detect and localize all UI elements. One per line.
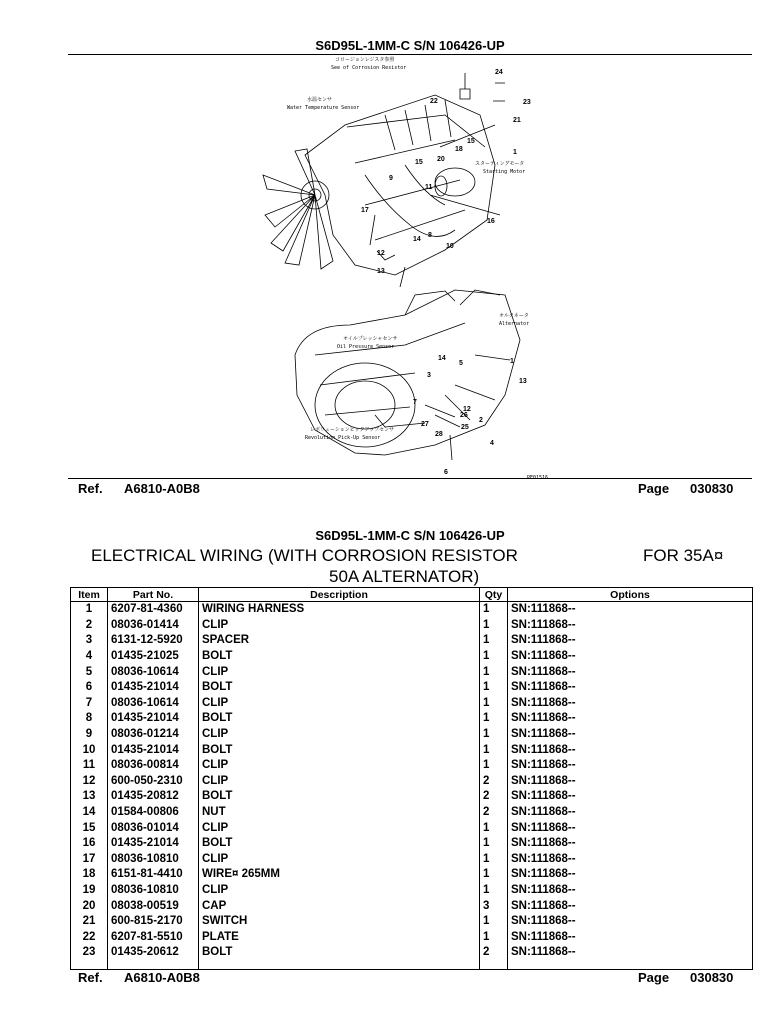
label-oil-en: Oil Pressure Sensor [337, 344, 395, 350]
page-label-top: Page [638, 481, 670, 496]
cell-part-no: 01435-21014 [108, 680, 199, 696]
cell-description: NUT [199, 805, 480, 821]
callout-number: 1 [513, 149, 517, 156]
ref-label-top: Ref. [78, 481, 103, 496]
cell-description: CLIP [199, 618, 480, 634]
cell-part-no: 08036-00814 [108, 758, 199, 774]
cell-qty: 1 [480, 727, 508, 743]
cell-options: SN:111868-- [508, 696, 753, 712]
cell-part-no: 08036-10614 [108, 696, 199, 712]
cell-description: CLIP [199, 774, 480, 790]
cell-qty: 1 [480, 664, 508, 680]
cell-qty: 1 [480, 633, 508, 649]
label-alternator-jp: オルタネータ [499, 313, 529, 319]
cell-part-no: 6207-81-4360 [108, 602, 199, 618]
cell-qty: 1 [480, 852, 508, 868]
section-title-right: FOR 35A¤ [643, 546, 724, 565]
col-header-qty: Qty [480, 588, 508, 602]
callout-number: 17 [361, 207, 369, 214]
cell-part-no: 08036-01214 [108, 727, 199, 743]
label-resolution-jp: レボリューションピックアップセンサ [310, 427, 395, 433]
cell-description: BOLT [199, 680, 480, 696]
table-row [71, 696, 753, 712]
cell-item: 13 [71, 789, 108, 805]
table-row [71, 649, 753, 665]
cell-description: BOLT [199, 742, 480, 758]
cell-options: SN:111868-- [508, 774, 753, 790]
callout-number: 10 [446, 243, 454, 250]
cell-description: SWITCH [199, 914, 480, 930]
cell-qty: 1 [480, 820, 508, 836]
page-header-model: S6D95L-1MM-C S/N 106426-UP [315, 38, 505, 53]
table-row [71, 758, 753, 774]
table-row [71, 664, 753, 680]
callout-number: 20 [437, 156, 445, 163]
cell-description: CLIP [199, 758, 480, 774]
cell-qty: 1 [480, 696, 508, 712]
cell-part-no: 08038-00519 [108, 898, 199, 914]
page-label-bottom: Page [638, 970, 670, 985]
table-row [71, 867, 753, 883]
exploded-parts-diagram [255, 55, 555, 483]
table-row [71, 618, 753, 634]
cell-part-no: 08036-01414 [108, 618, 199, 634]
cell-part-no: 600-050-2310 [108, 774, 199, 790]
cell-qty: 2 [480, 774, 508, 790]
cell-description: BOLT [199, 711, 480, 727]
callout-number: 28 [435, 431, 443, 438]
callout-number: 1 [510, 358, 514, 365]
cell-qty: 3 [480, 898, 508, 914]
callout-number: 23 [523, 99, 531, 106]
cell-qty: 1 [480, 680, 508, 696]
cell-description: CLIP [199, 727, 480, 743]
table-row [71, 789, 753, 805]
cell-options: SN:111868-- [508, 929, 753, 945]
cell-item: 19 [71, 883, 108, 899]
callout-number: 8 [428, 232, 432, 239]
cell-description: WIRING HARNESS [199, 602, 480, 618]
cell-options: SN:111868-- [508, 649, 753, 665]
cell-options: SN:111868-- [508, 898, 753, 914]
cell-part-no: 08036-10810 [108, 883, 199, 899]
cell-item: 21 [71, 914, 108, 930]
table-row [71, 602, 753, 618]
cell-options: SN:111868-- [508, 633, 753, 649]
cell-qty: 1 [480, 618, 508, 634]
cell-options: SN:111868-- [508, 727, 753, 743]
callout-number: 27 [421, 421, 429, 428]
label-starting-jp: スターティングモータ [475, 161, 525, 167]
cell-options: SN:111868-- [508, 820, 753, 836]
callout-number: 21 [513, 117, 521, 124]
cell-description: SPACER [199, 633, 480, 649]
callout-number: 9 [389, 175, 393, 182]
cell-item: 11 [71, 758, 108, 774]
ref-value-top: A6810-A0B8 [124, 481, 200, 496]
table-row [71, 820, 753, 836]
label-corrosion-en: See of Corrosion Resistor [331, 65, 407, 71]
table-row [71, 929, 753, 945]
label-alternator-en: Alternator [499, 321, 530, 327]
label-resolution-en: Revolution Pick-Up Sensor [305, 435, 381, 441]
cell-description: WIRE¤ 265MM [199, 867, 480, 883]
cell-part-no: 08036-10810 [108, 852, 199, 868]
col-header-item: Item [71, 588, 108, 602]
cell-item: 17 [71, 852, 108, 868]
cell-item: 5 [71, 664, 108, 680]
callout-number: 6 [444, 469, 448, 476]
cell-item: 23 [71, 945, 108, 970]
cell-item: 2 [71, 618, 108, 634]
table-row [71, 727, 753, 743]
cell-qty: 1 [480, 929, 508, 945]
callout-number: 2 [479, 417, 483, 424]
page-value-bottom: 030830 [690, 970, 734, 985]
cell-options: SN:111868-- [508, 805, 753, 821]
label-drawing-code: PE01516 [527, 475, 549, 481]
cell-part-no: 01435-21014 [108, 742, 199, 758]
cell-options: SN:111868-- [508, 758, 753, 774]
cell-qty: 1 [480, 914, 508, 930]
callout-number: 5 [459, 360, 463, 367]
cell-item: 8 [71, 711, 108, 727]
cell-item: 7 [71, 696, 108, 712]
label-corrosion-jp: コロージョンレジスタ参照 [335, 57, 395, 63]
cell-description: BOLT [199, 789, 480, 805]
cell-qty: 1 [480, 602, 508, 618]
callout-number: 18 [455, 146, 463, 153]
table-row [71, 836, 753, 852]
label-oil-jp: オイルプレッシャセンサ [343, 336, 398, 342]
cell-item: 20 [71, 898, 108, 914]
cell-part-no: 6151-81-4410 [108, 867, 199, 883]
cell-part-no: 01435-21025 [108, 649, 199, 665]
cell-description: BOLT [199, 836, 480, 852]
table-row [71, 898, 753, 914]
cell-description: BOLT [199, 945, 480, 970]
callout-number: 3 [427, 372, 431, 379]
cell-qty: 1 [480, 711, 508, 727]
cell-options: SN:111868-- [508, 618, 753, 634]
ref-value-bottom: A6810-A0B8 [124, 970, 200, 985]
cell-part-no: 01435-21014 [108, 711, 199, 727]
cell-qty: 2 [480, 789, 508, 805]
section-model: S6D95L-1MM-C S/N 106426-UP [315, 528, 505, 543]
callout-number: 4 [490, 440, 494, 447]
table-row [71, 914, 753, 930]
cell-qty: 1 [480, 883, 508, 899]
cell-qty: 2 [480, 805, 508, 821]
cell-item: 3 [71, 633, 108, 649]
section-title: ELECTRICAL WIRING (WITH CORROSION RESISTOR [91, 546, 518, 565]
cell-item: 1 [71, 602, 108, 618]
table-row [71, 742, 753, 758]
cell-description: CLIP [199, 664, 480, 680]
cell-part-no: 08036-01014 [108, 820, 199, 836]
table-row [71, 711, 753, 727]
cell-item: 4 [71, 649, 108, 665]
cell-options: SN:111868-- [508, 945, 753, 970]
col-header-part-no: Part No. [108, 588, 199, 602]
cell-options: SN:111868-- [508, 711, 753, 727]
cell-part-no: 6131-12-5920 [108, 633, 199, 649]
cell-options: SN:111868-- [508, 664, 753, 680]
cell-options: SN:111868-- [508, 789, 753, 805]
cell-options: SN:111868-- [508, 680, 753, 696]
ref-rule-top [68, 478, 752, 479]
callout-number: 7 [413, 399, 417, 406]
col-header-options: Options [508, 588, 753, 602]
cell-part-no: 600-815-2170 [108, 914, 199, 930]
page-value-top: 030830 [690, 481, 734, 496]
col-header-description: Description [199, 588, 480, 602]
callout-number: 26 [460, 412, 468, 419]
callout-number: 22 [430, 98, 438, 105]
cell-item: 18 [71, 867, 108, 883]
table-header-row [71, 588, 753, 602]
cell-part-no: 6207-81-5510 [108, 929, 199, 945]
cell-qty: 2 [480, 945, 508, 970]
cell-description: BOLT [199, 649, 480, 665]
callout-number: 16 [487, 218, 495, 225]
cell-description: CLIP [199, 883, 480, 899]
cell-qty: 1 [480, 649, 508, 665]
cell-qty: 1 [480, 867, 508, 883]
cell-item: 22 [71, 929, 108, 945]
callout-number: 24 [495, 69, 503, 76]
cell-item: 9 [71, 727, 108, 743]
callout-number: 13 [377, 268, 385, 275]
cell-part-no: 08036-10614 [108, 664, 199, 680]
table-row [71, 680, 753, 696]
table-row [71, 945, 753, 970]
cell-item: 14 [71, 805, 108, 821]
cell-description: CAP [199, 898, 480, 914]
cell-description: CLIP [199, 852, 480, 868]
cell-qty: 1 [480, 742, 508, 758]
cell-options: SN:111868-- [508, 914, 753, 930]
cell-item: 12 [71, 774, 108, 790]
cell-options: SN:111868-- [508, 852, 753, 868]
cell-options: SN:111868-- [508, 742, 753, 758]
callout-number: 13 [519, 378, 527, 385]
label-water-en: Water Temperature Sensor [287, 105, 360, 111]
cell-item: 15 [71, 820, 108, 836]
cell-part-no: 01584-00806 [108, 805, 199, 821]
cell-options: SN:111868-- [508, 836, 753, 852]
parts-table [70, 587, 753, 970]
callout-number: 12 [463, 406, 471, 413]
cell-options: SN:111868-- [508, 602, 753, 618]
label-starting-en: Starting Motor [483, 169, 526, 175]
cell-options: SN:111868-- [508, 883, 753, 899]
cell-description: PLATE [199, 929, 480, 945]
label-water-jp: 水温センサ [307, 97, 333, 103]
callout-number: 15 [467, 138, 475, 145]
table-row [71, 633, 753, 649]
callout-number: 11 [425, 184, 433, 191]
cell-part-no: 01435-20812 [108, 789, 199, 805]
callout-number: 15 [415, 159, 423, 166]
cell-part-no: 01435-20612 [108, 945, 199, 970]
diagram-labels [287, 56, 548, 481]
cell-item: 16 [71, 836, 108, 852]
section-title-line2: 50A ALTERNATOR) [329, 567, 480, 586]
cell-description: CLIP [199, 820, 480, 836]
callout-number: 12 [377, 250, 385, 257]
table-row [71, 774, 753, 790]
callout-number: 25 [461, 424, 469, 431]
table-row [71, 805, 753, 821]
callout-number: 14 [413, 236, 421, 243]
cell-description: CLIP [199, 696, 480, 712]
cell-options: SN:111868-- [508, 867, 753, 883]
table-row [71, 883, 753, 899]
cell-item: 10 [71, 742, 108, 758]
table-row [71, 852, 753, 868]
callout-number: 14 [438, 355, 446, 362]
cell-item: 6 [71, 680, 108, 696]
cell-part-no: 01435-21014 [108, 836, 199, 852]
ref-label-bottom: Ref. [78, 970, 103, 985]
cell-qty: 1 [480, 758, 508, 774]
cell-qty: 1 [480, 836, 508, 852]
